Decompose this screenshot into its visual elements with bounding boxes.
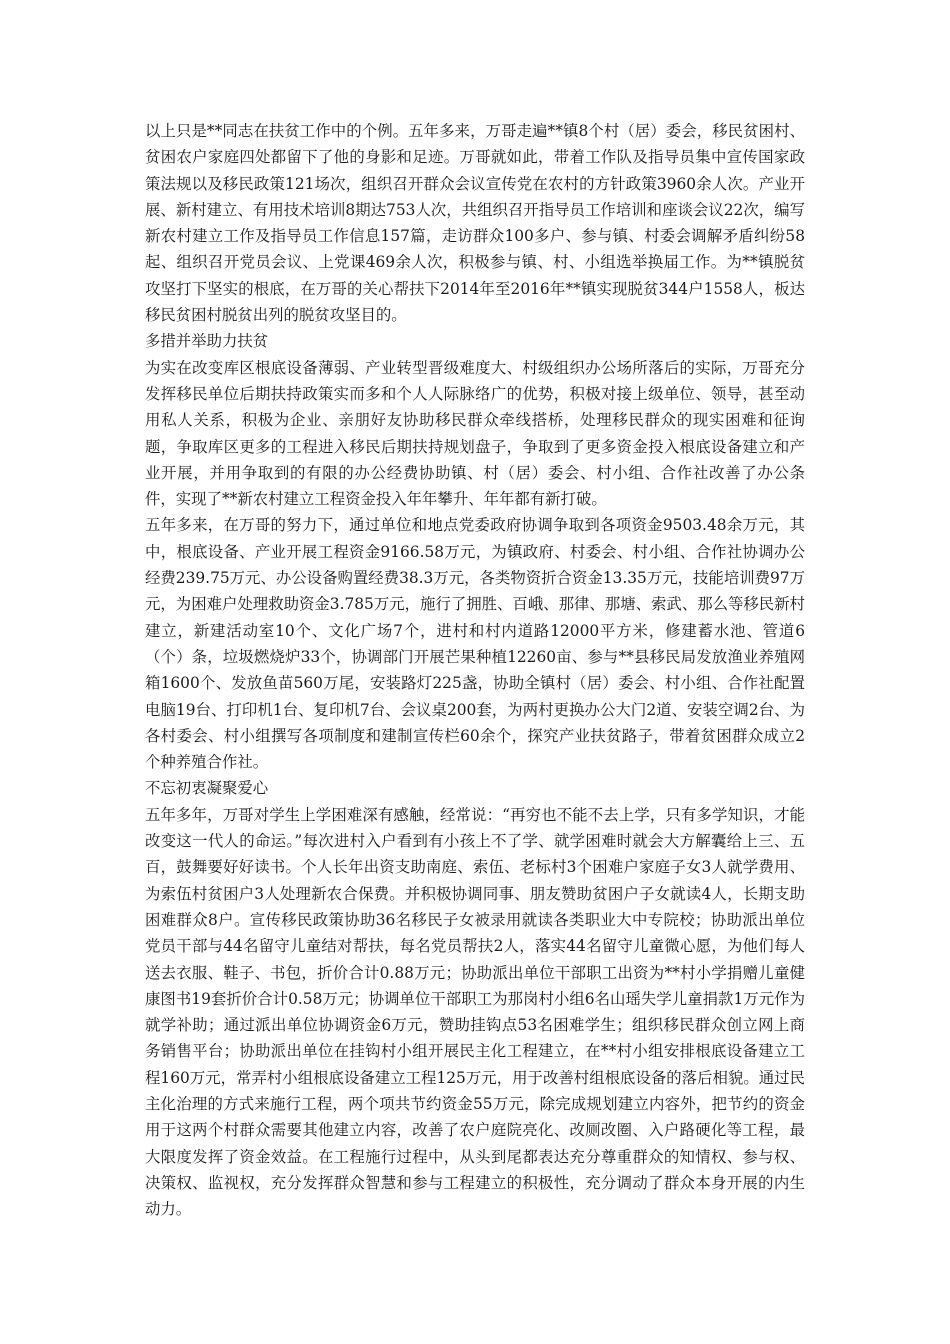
body-paragraph: 为实在改变库区根底设备薄弱、产业转型晋级难度大、村级组织办公场所落后的实际，万哥充分发挥移民单位后期扶持政策实而多和个人人际脉络广的优势，积极对接上级单位、领导，甚至动用私人关系，积极为企业、亲朋好友协助移民群众牵线搭桥，处理移民群众的现实困难和征询题，争取库区更多的工程进入移民后期扶持规划盘子，争取到了更多资金投入根底设备建立和产业开展，并用争取到的有限的办公经费协助镇、村（居）委会、村小组、合作社改善了办公条件，实现了**新农村建立工程资金投入年年攀升、年年都有新打破。 bbox=[145, 358, 805, 509]
document-page bbox=[145, 118, 805, 1222]
body-paragraph: 五年多来，在万哥的努力下，通过单位和地点党委政府协调争取到各项资金9503.48余万元，其中，根底设备、产业开展工程资金9166.58万元，为镇政府、村委会、村小组、合作社协调办公经费239.75万元、办公设备购置经费38.3万元，各类物资折合资金13.35万元，技能培训费97万元，为困难户处理救助资金3.785万元，施行了拥胜、百峨、那律、那塘、索武、那么等移民新村建立，新建活动室10个、文化广场7个，进村和村内道路12000平方米，修建蓄水池、管道6（个）条，垃圾燃烧炉33个，协调部门开展芒果种植12260亩、参与**县移民局发放渔业养殖网箱1600个、发放鱼苗560万尾，安装路灯225盏，协助全镇村（居）委会、村小组、合作社配置电脑19台、打印机1台、复印机7台、会议桌200套，为两村更换办公大门2道、安装空调2台、为各村委会、村小组撰写各项制度和建制宣传栏60余个，探究产业扶贫路子，带着贫困群众成立2个种养殖合作社。 bbox=[145, 516, 805, 772]
section-heading: 不忘初衷凝聚爱心 bbox=[145, 779, 269, 798]
body-paragraph: 以上只是**同志在扶贫工作中的个例。五年多来，万哥走遍**镇8个村（居）委会，移民贫困村、贫困农户家庭四处都留下了他的身影和足迹。万哥就如此，带着工作队及指导员集中宣传国家政策法规以及移民政策121场次，组织召开群众会议宣传党在农村的方针政策3960余人次。产业开展、新村建立、有用技术培训8期达753人次，共组织召开指导员工作培训和座谈会议22次，编写新农村建立工作及指导员工作信息157篇，走访群众100多户、参与镇、村委会调解矛盾纠纷58起、组织召开党员会议、上党课469余人次，积极参与镇、村、小组选举换届工作。为**镇脱贫攻坚打下坚实的根底，在万哥的关心帮扶下2014年至2016年**镇实现脱贫344户1558人，板达移民贫困村脱贫出列的脱贫攻坚目的。 bbox=[145, 122, 805, 325]
body-paragraph: 五年多年，万哥对学生上学困难深有感触，经常说：“再穷也不能不去上学，只有多学知识，才能改变这一代人的命运。”每次进村入户看到有小孩上不了学、就学困难时就会大方解囊给上三、五百，鼓舞要好好读书。个人长年出资支助南庭、索伍、老标村3个困难户家庭子女3人就学费用、为索伍村贫困户3人处理新农合保费。并积极协调同事、朋友赞助贫困户子女就读4人，长期支助困难群众8户。宣传移民政策协助36名移民子女被录用就读各类职业大中专院校；协助派出单位党员干部与44名留守儿童结对帮扶，每名党员帮扶2人，落实44名留守儿童微心愿，为他们每人送去衣服、鞋子、书包，折价合计0.88万元；协助派出单位干部职工出资为**村小学捐赠儿童健康图书19套折价合计0.58万元；协调单位干部职工为那岗村小组6名山瑶失学儿童捐款1万元作为就学补助；通过派出单位协调资金6万元，赞助挂钩点53名困难学生；组织移民群众创立网上商务销售平台；协助派出单位在挂钩村小组开展民主化工程建立，在**村小组安排根底设备建立工程160万元，常弄村小组根底设备建立工程125万元，用于改善村组根底设备的落后相貌。通过民主化治理的方式来施行工程，两个项共节约资金55万元，除完成规划建立内容外，把节约的资金用于这两个村群众需要其他建立内容，改善了农户庭院亮化、改厕改圈、入户路硬化等工程，最大限度发挥了资金效益。在工程施行过程中，从头到尾都表达充分尊重群众的知情权、参与权、决策权、监视权，充分发挥群众智慧和参与工程建立的积极性，充分调动了群众本身开展的内生动力。 bbox=[145, 805, 805, 1219]
section-heading: 多措并举助力扶贫 bbox=[145, 332, 269, 351]
